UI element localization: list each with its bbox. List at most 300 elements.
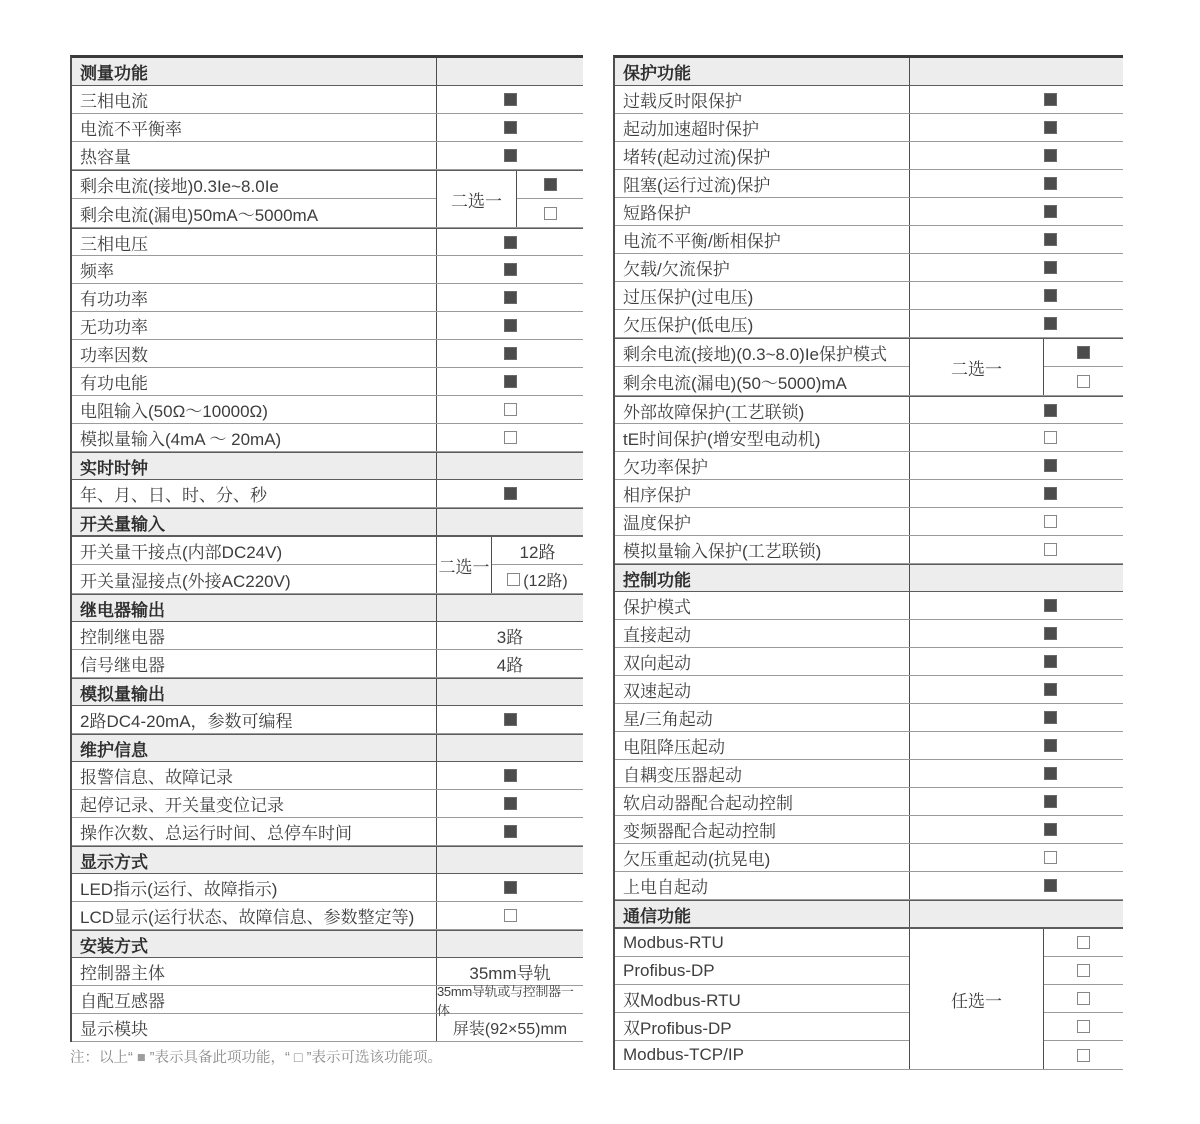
feature-row xyxy=(615,872,1123,900)
feature-label: 相序保护 xyxy=(623,486,691,505)
feature-label-cell xyxy=(615,648,910,675)
feature-mark-cell xyxy=(910,198,1123,225)
feature-row xyxy=(615,620,1123,648)
choice-group xyxy=(72,170,583,228)
feature-value: 35mm导轨 xyxy=(469,964,551,983)
feature-row xyxy=(615,788,1123,816)
feature-label: 三相电压 xyxy=(80,234,148,254)
filled-square-symbol: ■ xyxy=(136,1050,146,1066)
section-header-row xyxy=(72,930,583,958)
feature-label-cell xyxy=(615,480,910,507)
section-value-cell xyxy=(910,901,1123,927)
feature-mark-cell xyxy=(437,86,583,113)
section-title: 显示方式 xyxy=(80,852,148,872)
feature-row xyxy=(615,198,1123,226)
filled-square-icon xyxy=(1044,289,1057,302)
feature-label: 年、月、日、时、分、秒 xyxy=(80,486,267,505)
filled-square-icon xyxy=(1044,121,1057,134)
feature-label-cell xyxy=(72,874,437,901)
feature-label: 频率 xyxy=(80,262,114,281)
filled-square-icon xyxy=(1044,823,1057,836)
feature-label: 有功电能 xyxy=(80,374,148,393)
choice-group-labels xyxy=(615,339,910,395)
feature-row xyxy=(615,536,1123,564)
feature-label: 软启动器配合起动控制 xyxy=(623,794,793,813)
feature-row xyxy=(72,142,583,170)
filled-square-icon xyxy=(1044,767,1057,780)
section-title: 通信功能 xyxy=(623,906,691,926)
feature-label-cell xyxy=(72,818,437,845)
feature-row xyxy=(615,254,1123,282)
filled-square-icon xyxy=(1044,233,1057,246)
feature-mark-cell xyxy=(492,565,583,593)
feature-mark-cell xyxy=(437,762,583,789)
feature-row xyxy=(72,706,583,734)
feature-row xyxy=(72,622,583,650)
feature-label-cell xyxy=(615,1013,909,1041)
section-header-row xyxy=(72,678,583,706)
feature-label: 功率因数 xyxy=(80,346,148,365)
section-value-cell xyxy=(910,565,1123,591)
feature-label: 短路保护 xyxy=(623,204,691,223)
section-value-cell xyxy=(910,58,1123,85)
feature-label: 无功功率 xyxy=(80,318,148,337)
feature-label: 2路DC4-20mA，参数可编程 xyxy=(80,712,293,731)
feature-mark-cell xyxy=(437,706,583,733)
section-value-cell xyxy=(437,931,583,957)
feature-label: 阻塞(运行过流)保护 xyxy=(623,176,771,195)
empty-square-icon xyxy=(1044,543,1057,556)
feature-label-cell xyxy=(615,114,910,141)
choice-group-label: 二选一 xyxy=(951,359,1002,379)
feature-mark-cell xyxy=(910,732,1123,759)
empty-square-icon xyxy=(544,207,557,220)
feature-row xyxy=(615,170,1123,198)
feature-label-cell xyxy=(615,872,910,899)
feature-label: 双速起动 xyxy=(623,682,691,701)
feature-row xyxy=(615,424,1123,452)
section-header-cell xyxy=(72,735,437,761)
choice-group-label: 二选一 xyxy=(451,191,502,211)
feature-label-cell xyxy=(72,902,437,929)
feature-value: 35mm导轨或与控制器一体 xyxy=(437,983,574,1018)
section-header-cell xyxy=(615,58,910,85)
feature-label-cell xyxy=(72,86,437,113)
feature-label-cell xyxy=(615,929,909,957)
feature-mark-cell xyxy=(1044,339,1123,367)
feature-row xyxy=(72,86,583,114)
choice-group-marks xyxy=(1044,929,1123,1069)
feature-label-cell xyxy=(72,958,437,985)
feature-row xyxy=(72,340,583,368)
section-header-row xyxy=(72,58,583,86)
empty-square-icon xyxy=(1044,431,1057,444)
feature-label-cell xyxy=(615,310,910,337)
feature-mark-cell xyxy=(1044,929,1123,957)
feature-mark-cell xyxy=(437,902,583,929)
section-value-cell xyxy=(437,58,583,85)
feature-label: 直接起动 xyxy=(623,626,691,645)
footnote-text: ”表示具备此项功能，“ xyxy=(149,1050,290,1066)
feature-label: 双向起动 xyxy=(623,654,691,673)
feature-label-cell xyxy=(615,198,910,225)
feature-row xyxy=(72,114,583,142)
feature-mark-cell xyxy=(910,816,1123,843)
feature-mark-cell xyxy=(437,256,583,283)
filled-square-icon xyxy=(504,319,517,332)
choice-group-marks xyxy=(517,171,583,227)
feature-row xyxy=(615,704,1123,732)
feature-label: LCD显示(运行状态、故障信息、参数整定等) xyxy=(80,908,415,927)
section-title: 开关量输入 xyxy=(80,514,165,534)
feature-label: 开关量湿接点(外接AC220V) xyxy=(80,571,291,591)
feature-row xyxy=(72,480,583,508)
filled-square-icon xyxy=(1044,711,1057,724)
feature-mark-cell xyxy=(437,142,583,169)
empty-square-icon xyxy=(507,573,520,586)
section-header-row xyxy=(615,564,1123,592)
feature-label: 模拟量输入保护(工艺联锁) xyxy=(623,542,822,561)
feature-mark-cell xyxy=(910,452,1123,479)
feature-label: 热容量 xyxy=(80,148,131,167)
section-header-cell xyxy=(72,931,437,957)
empty-square-icon xyxy=(1077,375,1090,388)
feature-row xyxy=(615,226,1123,254)
empty-square-icon xyxy=(1077,992,1090,1005)
feature-mark-cell xyxy=(910,310,1123,337)
filled-square-icon xyxy=(504,375,517,388)
feature-label: tE时间保护(增安型电动机) xyxy=(623,430,821,449)
choice-group-label: 二选一 xyxy=(438,557,490,577)
feature-label-cell xyxy=(72,114,437,141)
feature-mark-cell xyxy=(437,312,583,339)
section-header-cell xyxy=(615,901,910,927)
section-title: 安装方式 xyxy=(80,936,148,956)
filled-square-icon xyxy=(1044,177,1057,190)
feature-label-cell xyxy=(72,537,436,565)
feature-row xyxy=(72,818,583,846)
filled-square-icon xyxy=(504,93,517,106)
spec-tables-container xyxy=(70,55,1123,1070)
section-header-row xyxy=(72,594,583,622)
feature-label: 剩余电流(接地)0.3Ie~8.0Ie xyxy=(80,177,279,196)
filled-square-icon xyxy=(1044,487,1057,500)
feature-label-cell xyxy=(615,788,910,815)
empty-square-icon xyxy=(1077,1020,1090,1033)
feature-mark-cell xyxy=(910,142,1123,169)
section-title: 继电器输出 xyxy=(80,600,165,620)
feature-label-cell xyxy=(72,142,437,169)
feature-row xyxy=(72,228,583,256)
feature-mark-cell xyxy=(910,480,1123,507)
feature-row xyxy=(72,284,583,312)
feature-label: 起停记录、开关量变位记录 xyxy=(80,796,284,815)
feature-label-cell xyxy=(72,396,437,423)
feature-label-cell xyxy=(615,282,910,309)
filled-square-icon xyxy=(504,713,517,726)
section-value-cell xyxy=(437,847,583,873)
section-header-cell xyxy=(72,679,437,705)
section-header-row xyxy=(72,734,583,762)
section-title: 测量功能 xyxy=(80,64,148,83)
feature-mark-cell xyxy=(437,790,583,817)
feature-label: 信号继电器 xyxy=(80,656,165,675)
feature-mark-cell xyxy=(437,424,583,451)
feature-label-cell xyxy=(615,816,910,843)
feature-label-cell xyxy=(615,452,910,479)
feature-mark-cell xyxy=(437,284,583,311)
feature-label-cell xyxy=(72,284,437,311)
feature-row xyxy=(615,480,1123,508)
feature-label-cell xyxy=(72,256,437,283)
feature-row xyxy=(72,983,583,1018)
feature-row xyxy=(615,592,1123,620)
feature-label-cell xyxy=(72,790,437,817)
feature-label: 自配互感器 xyxy=(80,992,165,1011)
feature-mark-cell xyxy=(910,760,1123,787)
feature-row xyxy=(72,1014,583,1042)
feature-label-cell xyxy=(72,480,437,507)
feature-label: LED指示(运行、故障指示) xyxy=(80,880,278,899)
feature-mark-cell xyxy=(910,620,1123,647)
filled-square-icon xyxy=(1044,459,1057,472)
feature-label: 剩余电流(漏电)50mA～5000mA xyxy=(80,205,319,225)
feature-label-cell xyxy=(72,565,436,593)
feature-mark-cell xyxy=(910,508,1123,535)
feature-row xyxy=(615,396,1123,424)
feature-label-cell xyxy=(615,844,910,871)
feature-label-cell xyxy=(615,170,910,197)
section-header-cell xyxy=(72,595,437,621)
section-header-row xyxy=(615,900,1123,928)
feature-label-cell xyxy=(615,254,910,281)
feature-label-cell xyxy=(615,985,909,1013)
feature-label: 欠压保护(低电压) xyxy=(623,316,754,335)
feature-mark-cell xyxy=(1044,957,1123,985)
section-header-cell xyxy=(72,847,437,873)
section-title: 保护功能 xyxy=(623,64,691,83)
choice-group-labels xyxy=(72,171,437,227)
feature-label: 外部故障保护(工艺联锁) xyxy=(623,402,805,422)
choice-group-marks xyxy=(1044,339,1123,395)
filled-square-icon xyxy=(1044,205,1057,218)
feature-label-cell xyxy=(615,536,910,563)
empty-square-icon xyxy=(504,431,517,444)
choice-group-cell xyxy=(437,537,492,593)
feature-row xyxy=(72,256,583,284)
feature-row xyxy=(615,452,1123,480)
feature-label-cell xyxy=(72,762,437,789)
filled-square-icon xyxy=(504,881,517,894)
feature-mark-cell xyxy=(910,676,1123,703)
feature-label: 过压保护(过电压) xyxy=(623,288,754,307)
feature-label: 报警信息、故障记录 xyxy=(80,768,233,787)
feature-label-cell xyxy=(72,368,437,395)
feature-row xyxy=(615,648,1123,676)
feature-label-cell xyxy=(615,226,910,253)
filled-square-icon xyxy=(504,291,517,304)
feature-row xyxy=(615,676,1123,704)
section-header-cell xyxy=(72,453,437,479)
feature-label: 星/三角起动 xyxy=(623,710,713,729)
feature-mark-cell xyxy=(517,199,583,227)
filled-square-icon xyxy=(1044,795,1057,808)
feature-mark-cell xyxy=(910,788,1123,815)
section-title: 控制功能 xyxy=(623,570,691,590)
choice-group-cell xyxy=(437,171,517,227)
feature-row xyxy=(615,760,1123,788)
feature-label: 有功功率 xyxy=(80,290,148,309)
feature-mark-cell xyxy=(437,114,583,141)
filled-square-icon xyxy=(1044,93,1057,106)
filled-square-icon xyxy=(1044,599,1057,612)
feature-label-cell xyxy=(615,592,910,619)
feature-label-cell xyxy=(72,424,437,451)
feature-label-cell xyxy=(615,339,909,367)
feature-label-cell xyxy=(72,229,437,255)
feature-mark-cell xyxy=(910,424,1123,451)
feature-label: 欠功率保护 xyxy=(623,458,708,477)
choice-group-cell xyxy=(910,339,1044,395)
feature-row xyxy=(72,902,583,930)
feature-label: 开关量干接点(内部DC24V) xyxy=(80,543,283,562)
filled-square-icon xyxy=(1044,149,1057,162)
feature-label: 上电自起动 xyxy=(623,878,708,897)
feature-mark-cell xyxy=(910,170,1123,197)
filled-square-icon xyxy=(544,178,557,191)
feature-mark-cell xyxy=(437,229,583,255)
feature-row xyxy=(615,114,1123,142)
feature-mark-cell xyxy=(437,818,583,845)
feature-label: 剩余电流(接地)(0.3~8.0)Ie保护模式 xyxy=(623,345,888,364)
section-header-row xyxy=(72,508,583,536)
filled-square-icon xyxy=(1077,346,1090,359)
filled-square-icon xyxy=(504,347,517,360)
feature-mark-cell xyxy=(437,368,583,395)
footnote-text: ”表示可选该功能项。 xyxy=(306,1050,442,1066)
feature-label-cell xyxy=(615,676,910,703)
feature-label: 剩余电流(漏电)(50～5000)mA xyxy=(623,373,847,393)
feature-row xyxy=(615,844,1123,872)
feature-label: 控制器主体 xyxy=(80,964,165,983)
feature-label: 操作次数、总运行时间、总停车时间 xyxy=(80,824,352,843)
feature-mark-cell xyxy=(1044,1041,1123,1069)
section-header-row xyxy=(72,452,583,480)
feature-label-cell xyxy=(615,424,910,451)
feature-mark-cell xyxy=(910,226,1123,253)
section-header-cell xyxy=(72,58,437,85)
feature-label: 电阻输入(50Ω～10000Ω) xyxy=(80,402,268,421)
section-value-cell xyxy=(437,453,583,479)
empty-square-icon xyxy=(504,403,517,416)
feature-row xyxy=(72,874,583,902)
feature-row xyxy=(72,650,583,678)
section-title: 实时时钟 xyxy=(80,458,148,478)
feature-row xyxy=(615,816,1123,844)
filled-square-icon xyxy=(504,797,517,810)
feature-label-cell xyxy=(72,171,436,199)
feature-label-cell xyxy=(72,986,437,1013)
feature-label-cell xyxy=(72,650,437,677)
filled-square-icon xyxy=(504,769,517,782)
feature-mark-cell xyxy=(910,704,1123,731)
feature-label: 电阻降压起动 xyxy=(623,738,725,757)
feature-label-cell xyxy=(615,86,910,113)
feature-row xyxy=(615,86,1123,114)
feature-label-cell xyxy=(615,1041,909,1069)
feature-mark-cell xyxy=(910,872,1123,899)
feature-mark-cell xyxy=(1044,367,1123,395)
feature-label-cell xyxy=(615,367,909,395)
feature-row xyxy=(615,732,1123,760)
filled-square-icon xyxy=(504,487,517,500)
feature-label: 自耦变压器起动 xyxy=(623,766,742,785)
choice-group-labels xyxy=(615,929,910,1069)
choice-group-marks xyxy=(492,537,583,593)
feature-label: 电流不平衡率 xyxy=(80,120,182,139)
feature-row xyxy=(72,790,583,818)
feature-row xyxy=(72,762,583,790)
feature-label: 堵转(起动过流)保护 xyxy=(623,148,771,167)
section-value-cell xyxy=(437,509,583,535)
section-header-cell xyxy=(615,565,910,591)
feature-value-cell xyxy=(437,622,583,649)
feature-label: Profibus-DP xyxy=(623,960,715,980)
filled-square-icon xyxy=(1044,404,1057,417)
feature-mark-cell xyxy=(437,396,583,423)
feature-mark-cell xyxy=(437,480,583,507)
feature-label: 电流不平衡/断相保护 xyxy=(623,232,781,251)
empty-square-icon xyxy=(1044,515,1057,528)
empty-square-icon xyxy=(1077,964,1090,977)
feature-mark-cell xyxy=(910,282,1123,309)
feature-row xyxy=(615,508,1123,536)
footnote xyxy=(70,1046,442,1067)
feature-value: 4路 xyxy=(496,656,524,675)
choice-group xyxy=(615,338,1123,396)
choice-group xyxy=(72,536,583,594)
feature-value-cell xyxy=(437,1014,583,1041)
feature-label: 双Modbus-RTU xyxy=(623,991,741,1010)
feature-label-cell xyxy=(72,1014,437,1041)
feature-mark-cell xyxy=(910,536,1123,563)
feature-row xyxy=(615,282,1123,310)
feature-mark-cell xyxy=(492,537,583,565)
empty-square-symbol: □ xyxy=(293,1050,303,1066)
feature-mark-cell xyxy=(910,844,1123,871)
empty-square-icon xyxy=(1077,1049,1090,1062)
feature-label-cell xyxy=(72,706,437,733)
empty-square-icon xyxy=(1044,851,1057,864)
filled-square-icon xyxy=(1044,655,1057,668)
feature-label: 模拟量输入(4mA ～ 20mA) xyxy=(80,430,282,449)
feature-mark-cell xyxy=(910,592,1123,619)
feature-mark-cell xyxy=(437,874,583,901)
filled-square-icon xyxy=(1044,627,1057,640)
filled-square-icon xyxy=(1044,739,1057,752)
feature-label: 保护模式 xyxy=(623,598,691,617)
feature-label: 温度保护 xyxy=(623,514,691,533)
feature-value: 3路 xyxy=(496,628,524,647)
feature-value: 12路 xyxy=(519,543,556,562)
section-value-cell xyxy=(437,595,583,621)
feature-mark-cell xyxy=(910,114,1123,141)
feature-mark-cell xyxy=(1044,1013,1123,1041)
feature-label-cell xyxy=(72,312,437,339)
footnote-text: 注：以上“ xyxy=(70,1050,133,1066)
section-header-cell xyxy=(72,509,437,535)
empty-square-icon xyxy=(1077,936,1090,949)
